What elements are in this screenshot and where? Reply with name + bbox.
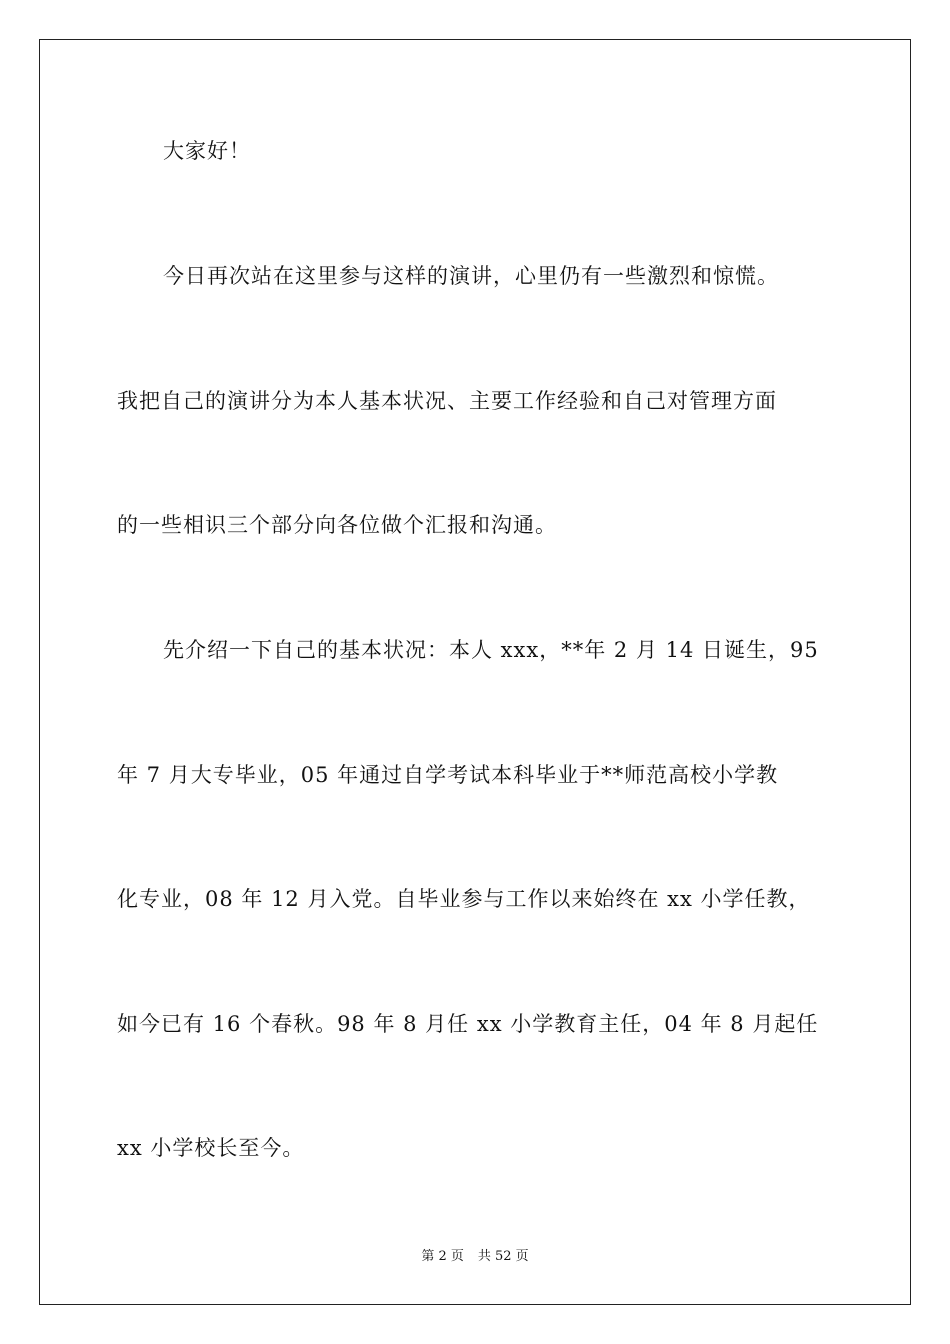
paragraph-line: xx 小学校长至今。 <box>117 1136 305 1160</box>
paragraph-line: 年 7 月大专毕业，05 年通过自学考试本科毕业于**师范高校小学教 <box>117 763 779 787</box>
page-number: 第 2 页 <box>421 1249 464 1264</box>
paragraph-line: 我把自己的演讲分为本人基本状况、主要工作经验和自己对管理方面 <box>117 389 777 413</box>
paragraph-line: 先介绍一下自己的基本状况：本人 xxx，**年 2 月 14 日诞生，95 <box>163 638 819 662</box>
paragraph-line: 今日再次站在这里参与这样的演讲，心里仍有一些激烈和惊慌。 <box>163 264 779 288</box>
greeting-line: 大家好！ <box>163 139 251 163</box>
paragraph-line: 的一些相识三个部分向各位做个汇报和沟通。 <box>117 513 557 537</box>
page-border <box>39 39 911 1305</box>
paragraph-line: 如今已有 16 个春秋。98 年 8 月任 xx 小学教育主任，04 年 8 月起任 <box>117 1012 819 1036</box>
page-footer <box>0 1248 950 1266</box>
page-total: 共 52 页 <box>477 1249 529 1264</box>
paragraph-line: 化专业，08 年 12 月入党。自毕业参与工作以来始终在 xx 小学任教， <box>117 887 811 911</box>
